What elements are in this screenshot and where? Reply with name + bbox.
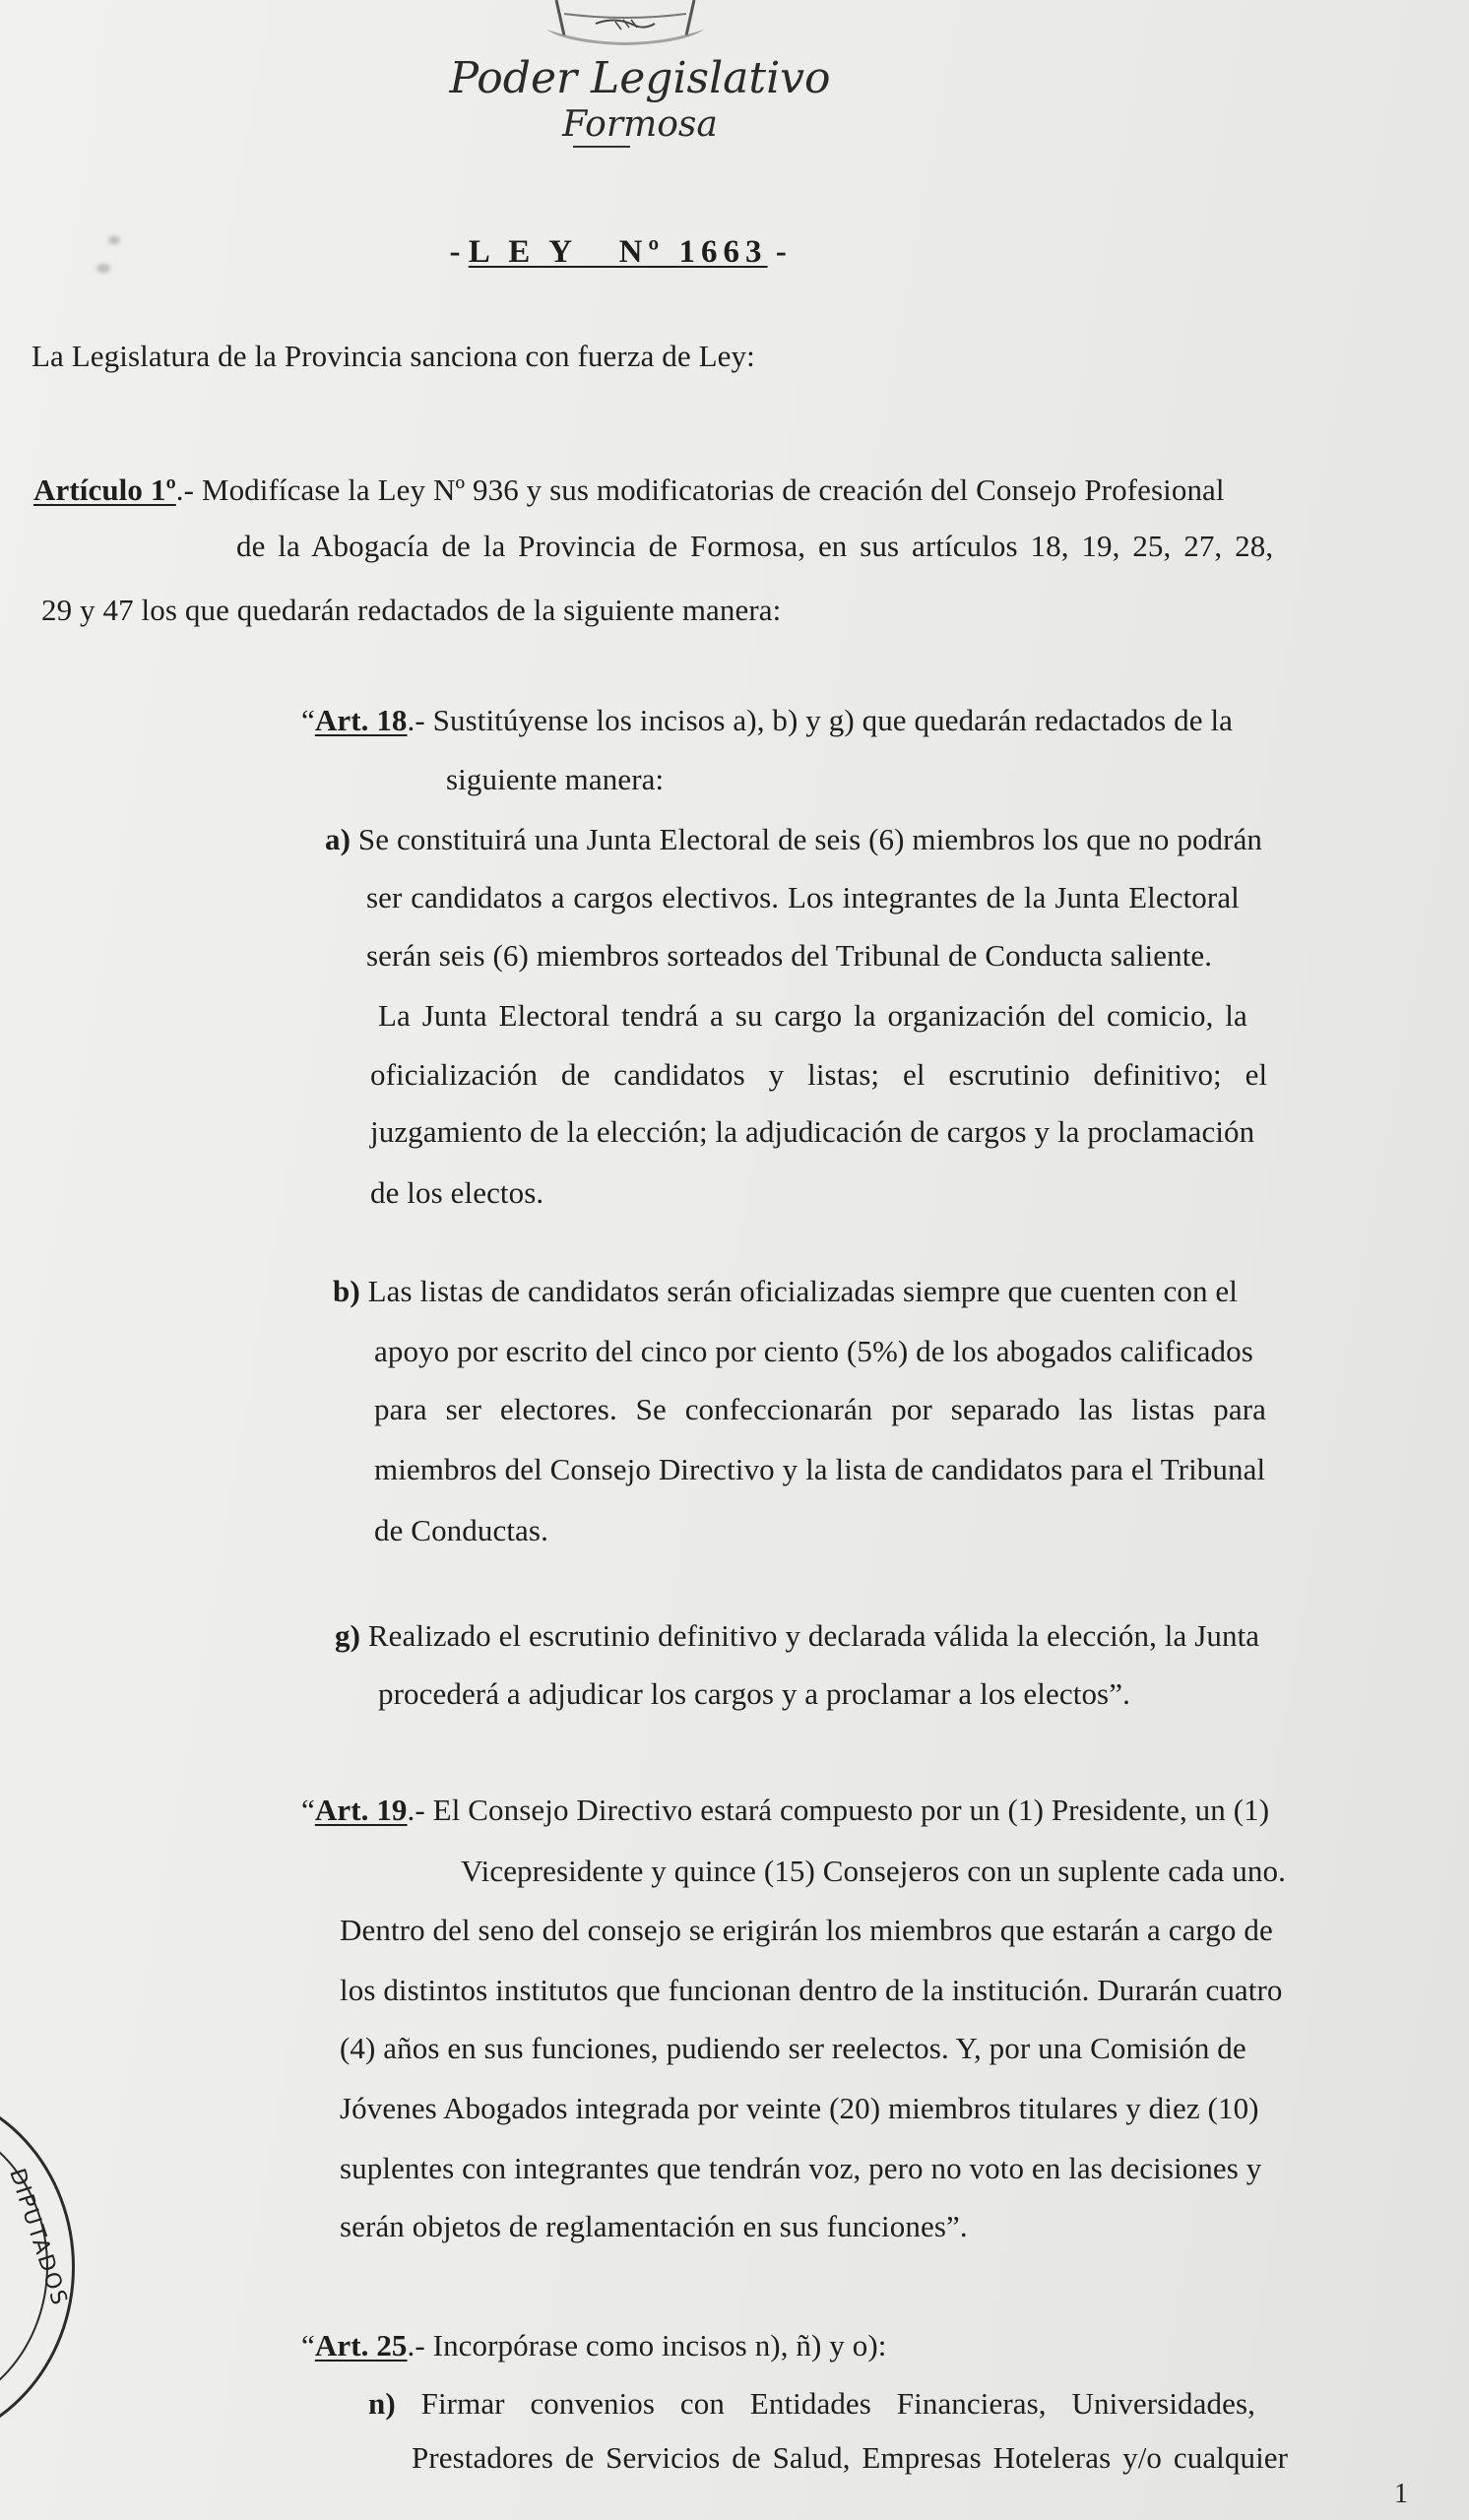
inciso-a-line-1: a) Se constituirá una Junta Electoral de seis (6) miembros los que no podrán xyxy=(325,822,1263,856)
art-19-heading: “Art. 19.- El Consejo Directivo estará compuesto por un (1) Presidente, un (1) xyxy=(301,1793,1270,1827)
smudge-mark xyxy=(96,264,110,273)
inciso-a-line-2: ser candidatos a cargos electivos. Los integrantes de la Junta Electoral xyxy=(366,880,1240,914)
art-19-line-4: los distintos institutos que funcionan dentro de la institución. Durarán cuatro xyxy=(340,1973,1283,2007)
art-18-label: Art. 18 xyxy=(314,703,408,737)
inciso-n-line-1: n) Firmar convenios con Entidades Financieras, Universidades, xyxy=(368,2386,1255,2421)
inciso-g-line-2: procederá a adjudicar los cargos y a proclamar a los electos”. xyxy=(378,1676,1130,1711)
art-19-line-2: Vicepresidente y quince (15) Consejeros con un suplente cada uno. xyxy=(461,1854,1286,1888)
art-18-continuation: siguiente manera: xyxy=(446,762,665,796)
art-19-line-3: Dentro del seno del consejo se erigirán los miembros que estarán a cargo de xyxy=(340,1913,1273,1947)
art-19-line-7: suplentes con integrantes que tendrán voz, pero no voto en las decisiones y xyxy=(340,2151,1262,2185)
enactment-clause: La Legislatura de la Provincia sanciona con fuerza de Ley: xyxy=(32,339,755,373)
inciso-a-para2-line-3: juzgamiento de la elección; la adjudicación de cargos y la proclamación xyxy=(370,1114,1255,1149)
inciso-n-line-2: Prestadores de Servicios de Salud, Empresas Hoteleras y/o cualquier xyxy=(412,2440,1289,2475)
inciso-a-line-3: serán seis (6) miembros sorteados del Tribunal de Conducta saliente. xyxy=(366,938,1213,973)
inciso-a-para2-line-1: La Junta Electoral tendrá a su cargo la organización del comicio, la xyxy=(378,998,1247,1033)
inciso-a-para2-line-4: de los electos. xyxy=(370,1175,544,1210)
inciso-b-line-5: de Conductas. xyxy=(374,1513,548,1547)
inciso-n-label: n) xyxy=(368,2386,396,2421)
art-19-line-6: Jóvenes Abogados integrada por veinte (20) miembros titulares y diez (10) xyxy=(340,2091,1259,2125)
inciso-g-label: g) xyxy=(335,1618,361,1653)
inciso-g-line-1: g) Realizado el escrutinio definitivo y declarada válida la elección, la Junta xyxy=(335,1618,1260,1653)
art-18-heading: “Art. 18.- Sustitúyense los incisos a), b) y g) que quedarán redactados de la xyxy=(301,703,1234,737)
art-19-label: Art. 19 xyxy=(314,1793,408,1827)
inciso-a-label: a) xyxy=(325,822,351,856)
article-1-line-2: de la Abogacía de la Provincia de Formosa, en sus artículos 18, 19, 25, 27, 28, xyxy=(236,529,1274,563)
art-19-line-5: (4) años en sus funciones, pudiendo ser reelectos. Y, por una Comisión de xyxy=(340,2031,1246,2065)
art-19-line-8: serán objetos de reglamentación en sus funciones”. xyxy=(340,2209,968,2243)
official-stamp-text: DIPUTADOS xyxy=(4,2166,73,2310)
law-title: - L E Y Nº 1663 - xyxy=(449,234,787,270)
institution-name: Poder Legislativo xyxy=(449,53,831,103)
page-number: 1 xyxy=(1394,2479,1409,2509)
article-1-label: Artículo 1º xyxy=(33,472,176,507)
law-number: L E Y Nº 1663 xyxy=(468,234,768,270)
inciso-b-label: b) xyxy=(333,1274,360,1308)
inciso-a-para2-line-2: oficialización de candidatos y listas; el escrutinio definitivo; el xyxy=(370,1057,1268,1092)
inciso-b-line-2: apoyo por escrito del cinco por ciento (5%) de los abogados calificados xyxy=(374,1334,1253,1368)
inciso-b-line-1: b) Las listas de candidatos serán oficializadas siempre que cuenten con el xyxy=(333,1274,1238,1308)
inciso-b-line-3: para ser electores. Se confeccionarán por separado las listas para xyxy=(374,1392,1267,1426)
smudge-mark xyxy=(108,236,120,244)
inciso-b-line-4: miembros del Consejo Directivo y la lista de candidatos para el Tribunal xyxy=(374,1452,1266,1486)
article-1-line-3: 29 y 47 los que quedarán redactados de la siguiente manera: xyxy=(41,593,782,627)
header-divider xyxy=(573,146,630,148)
province-name: Formosa xyxy=(562,104,718,145)
art-25-label: Art. 25 xyxy=(314,2328,408,2362)
handshake-emblem-icon xyxy=(537,0,714,47)
art-25-heading: “Art. 25.- Incorpórase como incisos n), ñ) y o): xyxy=(301,2328,887,2362)
article-1-line-1: Artículo 1º.- Modifícase la Ley Nº 936 y sus modificatorias de creación del Consejo Profesional xyxy=(33,472,1225,507)
